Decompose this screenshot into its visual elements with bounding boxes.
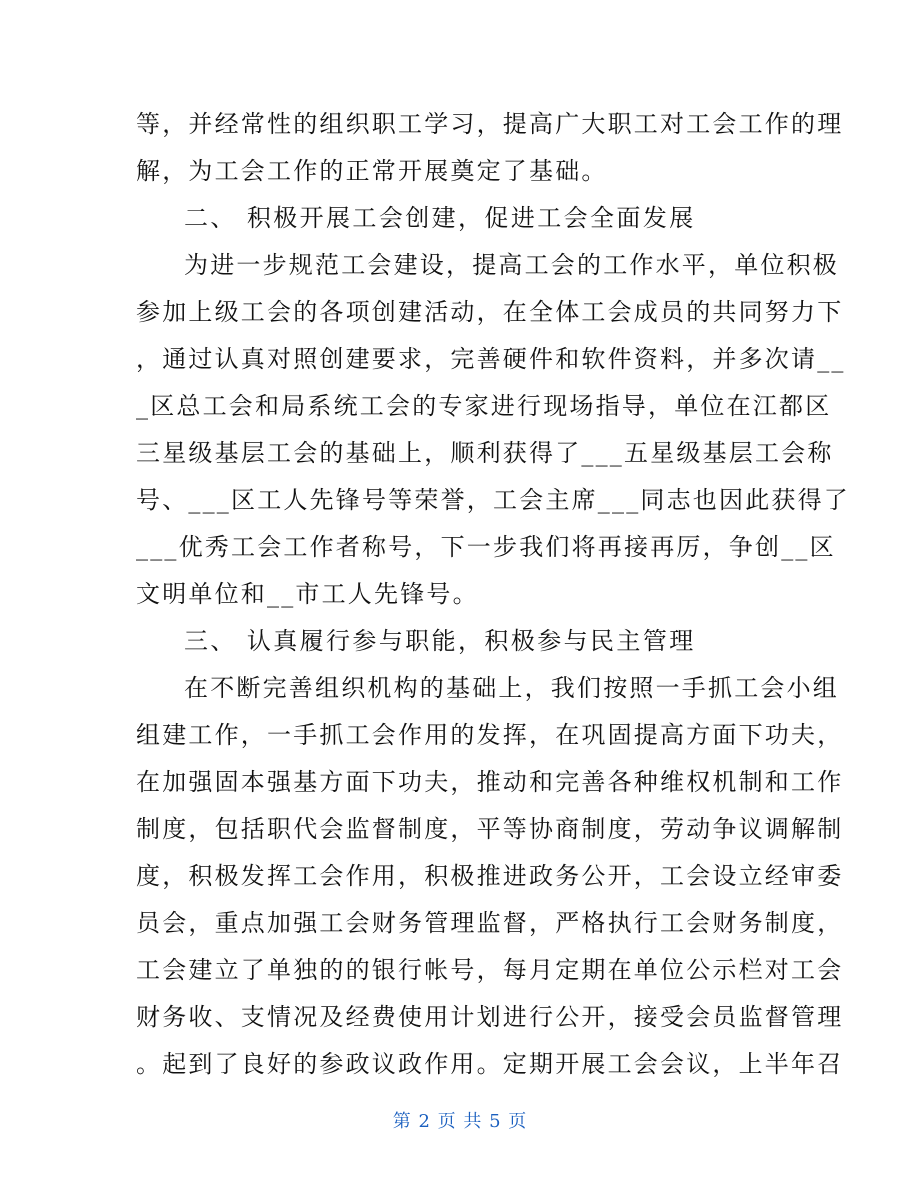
section-heading-3: 三、 认真履行参与职能，积极参与民主管理 — [184, 627, 696, 655]
paragraph-line: 组建工作，一手抓工会作用的发挥，在巩固提高方面下功夫， — [136, 721, 844, 749]
paragraph-line: ___优秀工会工作者称号，下一步我们将再接再厉，争创__区 — [136, 533, 836, 561]
paragraph-line: 解，为工会工作的正常开展奠定了基础。 — [136, 157, 608, 185]
section-heading-2: 二、 积极开展工会创建，促进工会全面发展 — [184, 204, 696, 232]
paragraph-line: 在加强固本强基方面下功夫，推动和完善各种维权机制和工作 — [136, 768, 844, 796]
paragraph-line: _区总工会和局系统工会的专家进行现场指导，单位在江都区 — [136, 392, 832, 420]
paragraph-line: 。起到了良好的参政议政作用。定期开展工会会议，上半年召 — [136, 1050, 844, 1078]
paragraph-line: 三星级基层工会的基础上，顺利获得了___五星级基层工会称 — [136, 439, 834, 467]
page-number-footer: 第 2 页 共 5 页 — [392, 1111, 528, 1132]
paragraph-line: 为进一步规范工会建设，提高工会的工作水平，单位积极 — [184, 251, 839, 279]
paragraph-line: 财务收、支情况及经费使用计划进行公开，接受会员监督管理 — [136, 1003, 844, 1031]
paragraph-line: 工会建立了单独的的银行帐号，每月定期在单位公示栏对工会 — [136, 956, 844, 984]
paragraph-line: ，通过认真对照创建要求，完善硬件和软件资料，并多次请__ — [136, 345, 846, 373]
paragraph-line: 员会，重点加强工会财务管理监督，严格执行工会财务制度， — [136, 909, 844, 937]
paragraph-line: 制度，包括职代会监督制度，平等协商制度，劳动争议调解制 — [136, 815, 844, 843]
paragraph-line: 号、___区工人先锋号等荣誉，工会主席___同志也因此获得了 — [136, 486, 850, 514]
paragraph-line: 文明单位和__市工人先锋号。 — [136, 580, 479, 608]
paragraph-line: 在不断完善组织机构的基础上，我们按照一手抓工会小组 — [184, 674, 839, 702]
paragraph-line: 度，积极发挥工会作用，积极推进政务公开，工会设立经审委 — [136, 862, 844, 890]
paragraph-line: 参加上级工会的各项创建活动，在全体工会成员的共同努力下 — [136, 298, 844, 326]
paragraph-line: 等，并经常性的组织职工学习，提高广大职工对工会工作的理 — [136, 110, 844, 138]
